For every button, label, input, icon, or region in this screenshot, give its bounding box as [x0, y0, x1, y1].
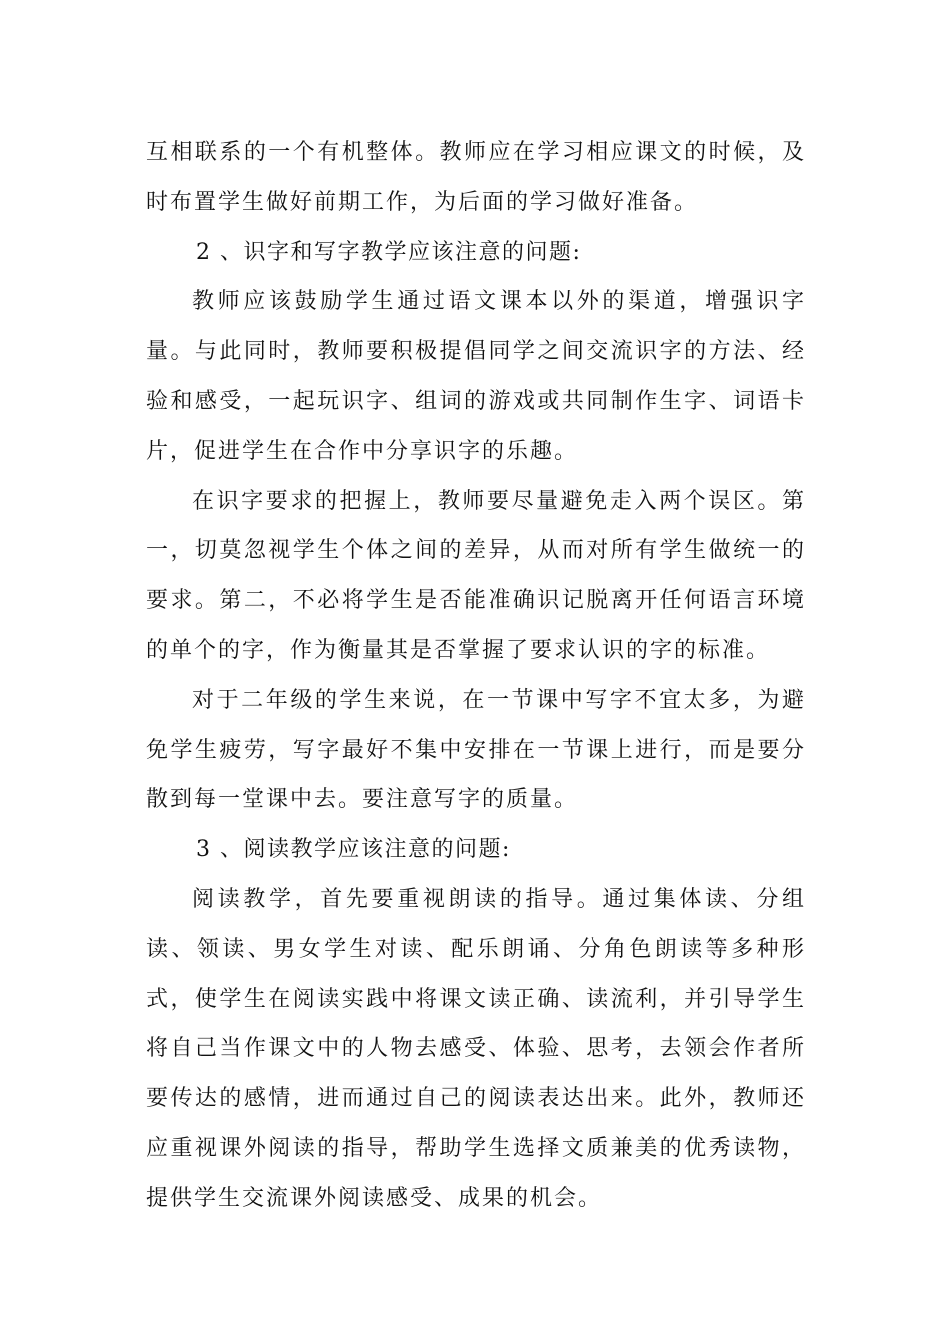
section-heading-literacy-writing: 2 、识字和写字教学应该注意的问题:: [196, 239, 582, 265]
document-body: [146, 128, 806, 1224]
paragraph-reading-instruction: 阅读教学，首先要重视朗读的指导。通过集体读、分组读、领读、男女学生对读、配乐朗诵、分角色朗读等多种形式，使学生在阅读实践中将课文读正确、读流利，并引导学生将自己当作课文中的人物去感受、体验、思考，去领会作者所要传达的感情，进而通过自己的阅读表达出来。此外，教师还应重视课外阅读的指导，帮助学生选择文质兼美的优秀读物，提供学生交流课外阅读感受、成果的机会。: [146, 886, 806, 1211]
paragraph-literacy-misconceptions: 在识字要求的把握上，教师要尽量避免走入两个误区。第一，切莫忽视学生个体之间的差异，从而对所有学生做统一的要求。第二，不必将学生是否能准确识记脱离开任何语言环境的单个的字，作为衡量其是否掌握了要求认识的字的标准。: [146, 488, 806, 663]
paragraph-writing-quantity: 对于二年级的学生来说，在一节课中写字不宜太多，为避免学生疲劳，写字最好不集中安排在一节课上进行，而是要分散到每一堂课中去。要注意写字的质量。: [146, 687, 806, 813]
section-heading-reading: 3 、阅读教学应该注意的问题:: [196, 837, 511, 863]
paragraph-continuation: 互相联系的一个有机整体。教师应在学习相应课文的时候，及时布置学生做好前期工作，为后面的学习做好准备。: [146, 140, 806, 215]
paragraph-encourage-literacy: 教师应该鼓励学生通过语文课本以外的渠道，增强识字量。与此同时，教师要积极提倡同学之间交流识字的方法、经验和感受，一起玩识字、组词的游戏或共同制作生字、词语卡片，促进学生在合作中分享识字的乐趣。: [146, 289, 806, 464]
